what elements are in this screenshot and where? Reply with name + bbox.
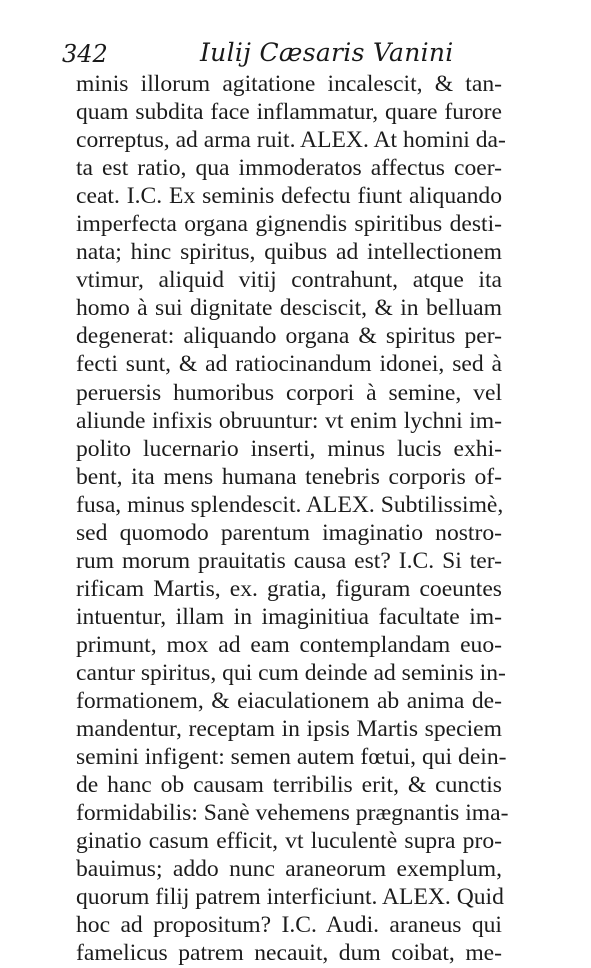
text-line: semini infigent: semen autem fœtui, qui dein-	[76, 744, 507, 771]
body-text	[76, 70, 509, 968]
text-line: imperfecta organa gignendis spiritibus desti-	[76, 211, 502, 238]
text-line: nata; hinc spiritus, quibus ad intellectionem	[76, 239, 502, 266]
text-line: rificam Martis, ex. gratia, figuram coeuntes	[76, 575, 502, 602]
text-line: fusa, minus splendescit. ALEX. Subtilissimè,	[76, 491, 504, 518]
text-line: ginatio casum efficit, vt luculentè supra pro-	[76, 828, 502, 855]
text-line: sed quomodo parentum imaginatio nostro-	[76, 519, 502, 546]
text-line: formationem, & eiaculationem ab anima de-	[76, 688, 502, 715]
text-line: intuentur, illam in imaginitiua facultate im-	[76, 603, 502, 630]
text-line: aliunde infixis obruuntur: vt enim lychni im-	[76, 407, 502, 434]
text-line: formidabilis: Sanè vehemens prægnantis ima-	[76, 800, 509, 827]
text-line: quorum filij patrem interficiunt. ALEX. Quid	[76, 884, 504, 911]
text-line: mandentur, receptam in ipsis Martis speciem	[76, 716, 502, 743]
text-line: primunt, mox ad eam contemplandam euo-	[76, 631, 502, 658]
page-number: 342	[62, 40, 108, 68]
running-head: Iulij Cæsaris Vanini	[200, 38, 454, 67]
text-line: homo à sui dignitate desciscit, & in belluam	[76, 295, 502, 322]
text-line: rum morum prauitatis causa est? I.C. Si ter-	[76, 547, 502, 574]
text-line: ceat. I.C. Ex seminis defectu fiunt aliquando	[76, 183, 502, 210]
text-line: fecti sunt, & ad ratiocinandum idonei, sed à	[76, 351, 502, 378]
text-line: minis illorum agitatione incalescit, & tan-	[76, 71, 502, 97]
text-line: vtimur, aliquid vitij contrahunt, atque ita	[76, 267, 502, 294]
text-line: famelicus patrem necauit, dum coibat, me-	[76, 940, 502, 967]
text-line: correptus, ad arma ruit. ALEX. At homini da-	[76, 127, 506, 154]
text-line: bauimus; addo nunc araneorum exemplum,	[76, 856, 502, 883]
text-line: cantur spiritus, qui cum deinde ad seminis in-	[76, 659, 506, 686]
text-line: de hanc ob causam terribilis erit, & cunctis	[76, 772, 502, 799]
text-line: hoc ad propositum? I.C. Audi. araneus qui	[76, 912, 502, 939]
text-line: quam subdita face inflammatur, quare furore	[76, 99, 502, 126]
text-line: degenerat: aliquando organa & spiritus per-	[76, 323, 502, 350]
text-line: ta est ratio, qua immoderatos affectus coer-	[76, 155, 502, 182]
text-line: bent, ita mens humana tenebris corporis of-	[76, 463, 502, 490]
text-line: peruersis humoribus corpori à semine, vel	[76, 379, 502, 406]
text-line: polito lucernario inserti, minus lucis exhi-	[76, 435, 502, 462]
